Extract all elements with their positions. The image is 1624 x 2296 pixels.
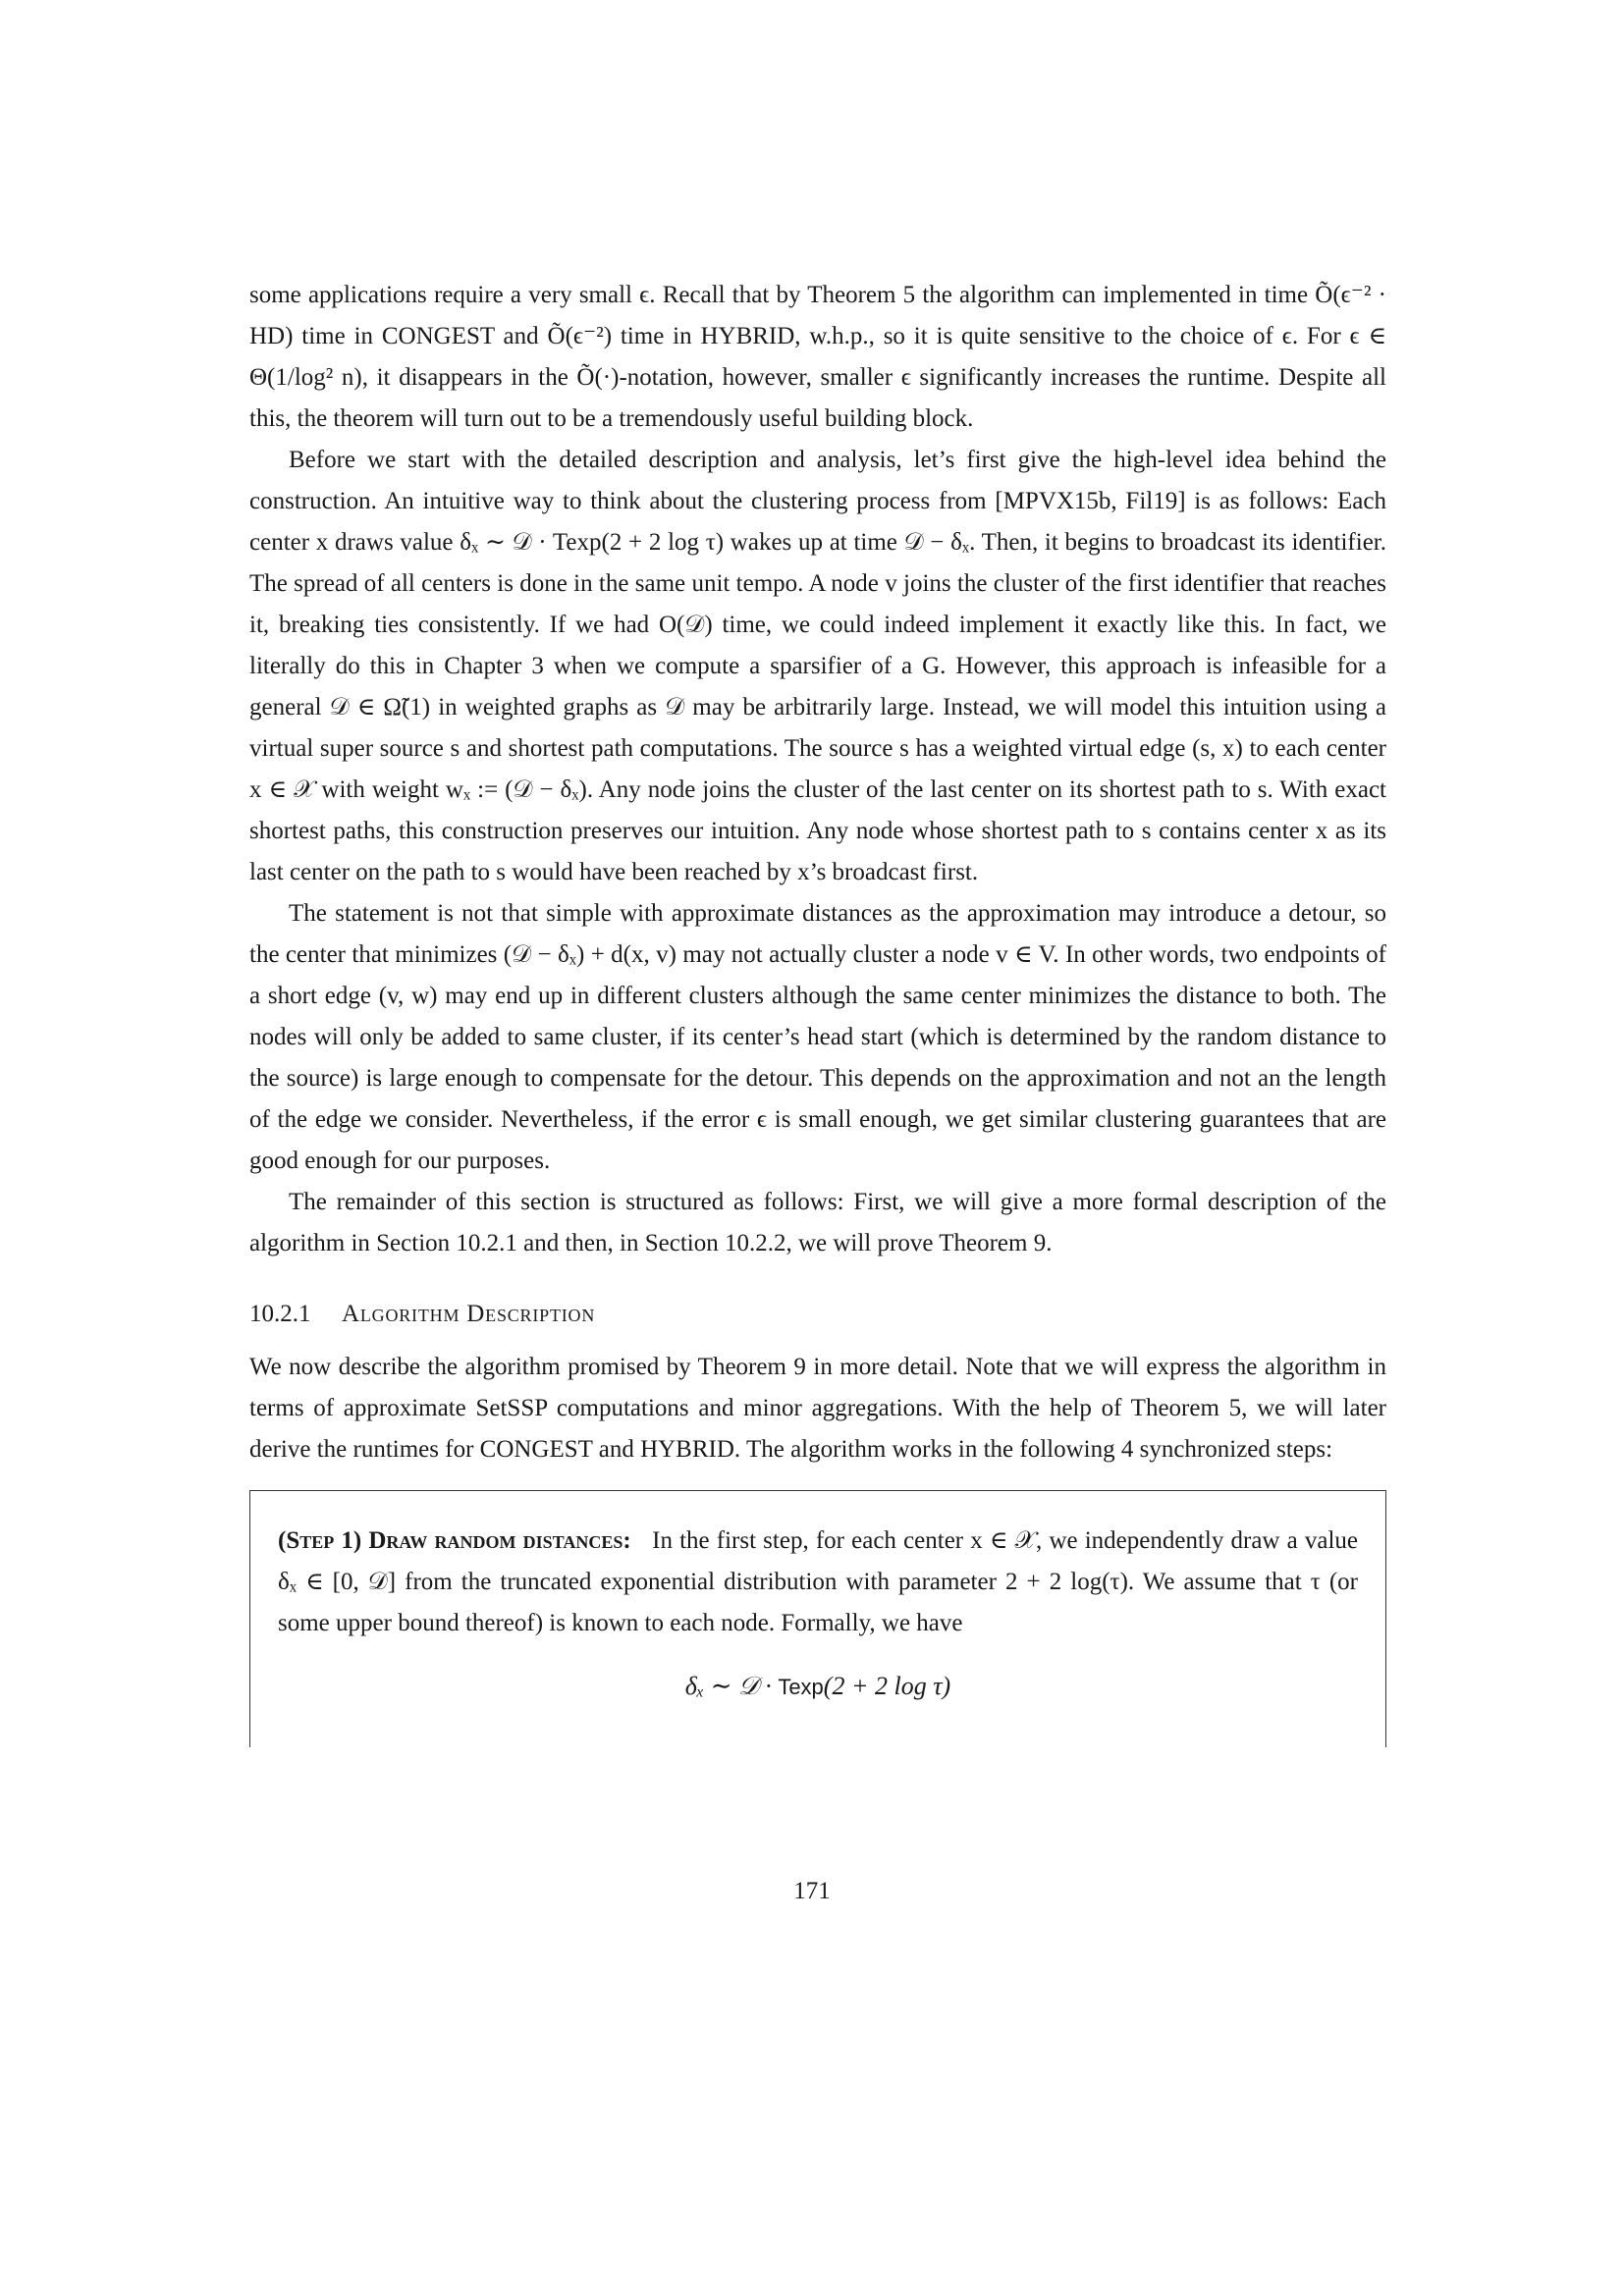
paragraph-5: We now describe the algorithm promised by Theorem 9 in more detail. Note that we will express the algorithm in terms of approximate SetSSP computations and minor aggregations. With the help of Theorem 5, we will later derive the runtimes for CONGEST and HYBRID. The algorithm works in the following 4 synchronized steps: [249,1354,1386,1463]
step-formula [278,1672,1358,1702]
paragraph-2: Before we start with the detailed description and analysis, let’s first give the high-level idea behind the construction. An intuitive way to think about the clustering process from [MPVX15b, Fil19] is as follows: Each center x draws value δₓ ∼ 𝒟 · Texp(2 + 2 log τ) wakes up at time 𝒟 − δₓ. Then, it begins to broadcast its identifier. The spread of all centers is done in the same unit tempo. A node v joins the cluster of the first identifier that reaches it, breaking ties consistently. If we had O(𝒟) time, we could indeed implement it exactly like this. In fact, we literally do this in Chapter 3 when we compute a sparsifier of a G. However, this approach is infeasible for a general 𝒟 ∈ Ω̃(1) in weighted graphs as 𝒟 may be arbitrarily large. Instead, we will model this intuition using a virtual super source s and shortest path computations. The source s has a weighted virtual edge (s, x) to each center x ∈ 𝒳 with weight wₓ := (𝒟 − δₓ). Any node joins the cluster of the last center on its shortest path to s. With exact shortest paths, this construction preserves our intuition. Any node whose shortest path to s contains center x as its last center on the path to s would have been reached by x’s broadcast first. [249,447,1386,885]
step-label: (Step 1) Draw random distances: [278,1527,631,1554]
step-paragraph [278,1521,1358,1644]
algorithm-step-box [249,1490,1386,1747]
step-text: In the first step, for each center x ∈ 𝒳, we independently draw a value δₓ ∈ [0, 𝒟] from the truncated exponential distribution with parameter 2 + 2 log(τ). We assume that τ (or some upper bound thereof) is known to each node. Formally, we have [278,1527,1358,1636]
paragraph-4: The remainder of this section is structured as follows: First, we will give a more formal description of the algorithm in Section 10.2.1 and then, in Section 10.2.2, we will prove Theorem 9. [249,1189,1386,1256]
paragraph-1: some applications require a very small ϵ. Recall that by Theorem 5 the algorithm can implemented in time Õ(ϵ⁻² · HD) time in CONGEST and Õ(ϵ⁻²) time in HYBRID, w.h.p., so it is quite sensitive to the choice of ϵ. For ϵ ∈ Θ(1/log² n), it disappears in the Õ(·)-notation, however, smaller ϵ significantly increases the runtime. Despite all this, the theorem will turn out to be a tremendously useful building block. [249,282,1386,432]
page-body [249,275,1386,1747]
section-number: 10.2.1 [249,1301,311,1327]
section-heading [249,1294,1386,1335]
page-number: 171 [793,1878,831,1904]
formula-lhs: δₓ ∼ 𝒟 · [684,1672,772,1700]
formula-texp: Texp [778,1675,824,1699]
formula-rhs: (2 + 2 log τ) [823,1672,951,1700]
paragraph-3: The statement is not that simple with approximate distances as the approximation may introduce a detour, so the center that minimizes (𝒟 − δₓ) + d(x, v) may not actually cluster a node v ∈ V. In other words, two endpoints of a short edge (v, w) may end up in different clusters although the same center minimizes the distance to both. The nodes will only be added to same cluster, if its center’s head start (which is determined by the random distance to the source) is large enough to compensate for the detour. This depends on the approximation and not an the length of the edge we consider. Nevertheless, if the error ϵ is small enough, we get similar clustering guarantees that are good enough for our purposes. [249,900,1386,1174]
section-title: Algorithm Description [342,1301,596,1327]
